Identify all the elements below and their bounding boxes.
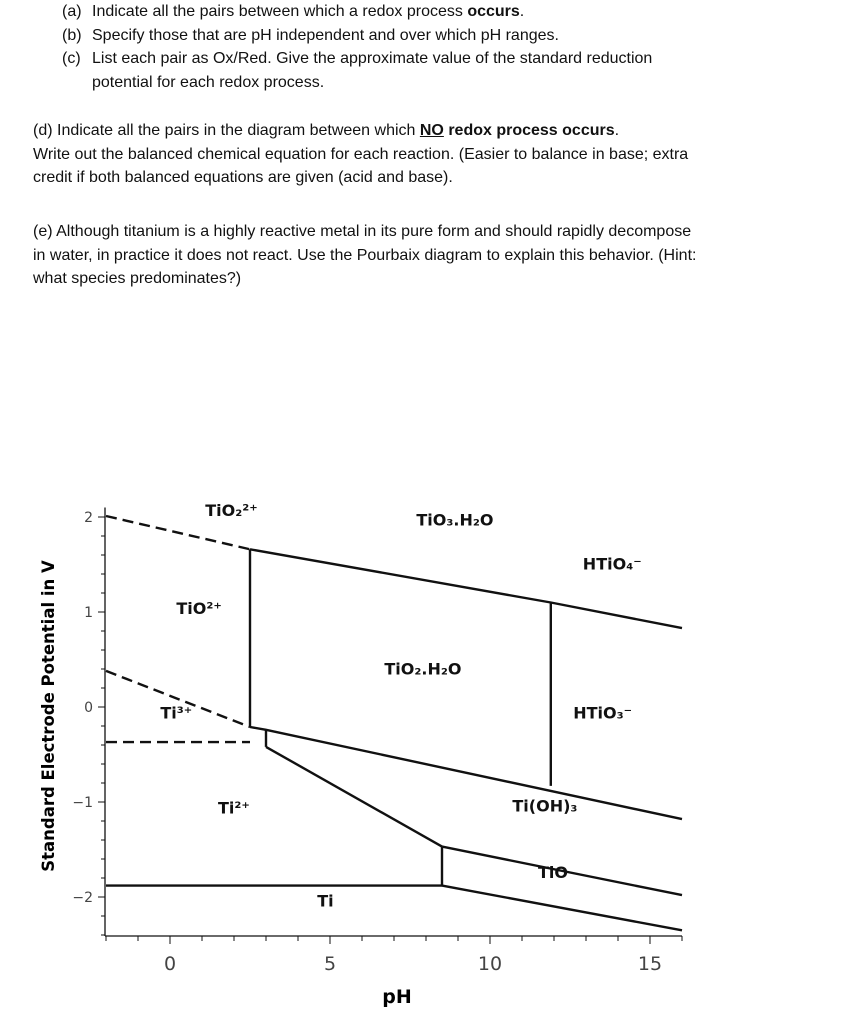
question-a-bold: occurs [467,3,520,20]
x-tick-label: 10 [477,953,503,975]
region-label: Ti [317,891,334,911]
region-label: TiO [538,863,568,882]
question-e-line-1: (e) Although titanium is a highly reactive metal in its pure form and should rapidly decompose [33,223,692,240]
region-label: Ti³⁺ [160,703,193,723]
boundary-lines [106,516,682,930]
question-d-line-2: Write out the balanced chemical equation for each reaction. (Easier to balance in base; extra [33,145,689,163]
region-label: TiO₃.H₂O [416,510,494,530]
region-labels [160,501,641,910]
x-tick-label: 15 [637,953,663,975]
region-label: TiO₂.H₂O [384,659,462,679]
question-d-bold: redox process occurs [443,122,615,139]
region-label: TiO₂²⁺ [205,501,258,521]
y-tick-label: 1 [84,605,93,621]
question-c-line-1: List each pair as Ox/Red. Give the approximate value of the standard reduction [92,50,653,67]
question-d-line-3: credit if both balanced equations are given (acid and base). [33,169,453,186]
y-axis-label: Standard Electrode Potential in V [39,560,58,872]
x-axis-label: pH [382,986,412,1008]
question-e-line-3: what species predominates?) [33,270,242,287]
question-e-line-2: in water, in practice it does not react. Use the Pourbaix diagram to explain this behavior. (Hint: [33,246,697,264]
question-b-label: (b) [62,26,82,44]
question-b-text: Specify those that are pH independent and over which pH ranges. [92,26,559,44]
question-a-post: . [519,3,525,20]
question-a-label: (a) [62,3,82,20]
x-tick-label: 5 [323,953,337,975]
question-a-pre: Indicate all the pairs between which a redox process [92,3,468,20]
region-label: HTiO₄⁻ [582,554,642,574]
question-d-post: . [614,122,620,139]
region-label: HTiO₃⁻ [573,703,633,723]
boundary-line [442,886,682,931]
x-tick-label: 0 [163,953,177,975]
y-tick-label: −1 [72,795,93,811]
y-tick-label: 2 [84,510,93,526]
question-d-no: NO [419,122,444,139]
boundary-line [250,727,682,819]
question-c-label: (c) [62,50,81,67]
y-tick-label: 0 [84,700,93,716]
y-tick-label: −2 [72,890,93,906]
boundary-line [106,516,250,549]
question-c-line-2: potential for each redox process. [92,73,325,91]
region-label: TiO²⁺ [176,598,222,618]
question-d-pre: (d) Indicate all the pairs in the diagram between which [33,122,420,139]
region-label: Ti²⁺ [218,798,250,818]
region-label: Ti(OH)₃ [512,796,578,816]
